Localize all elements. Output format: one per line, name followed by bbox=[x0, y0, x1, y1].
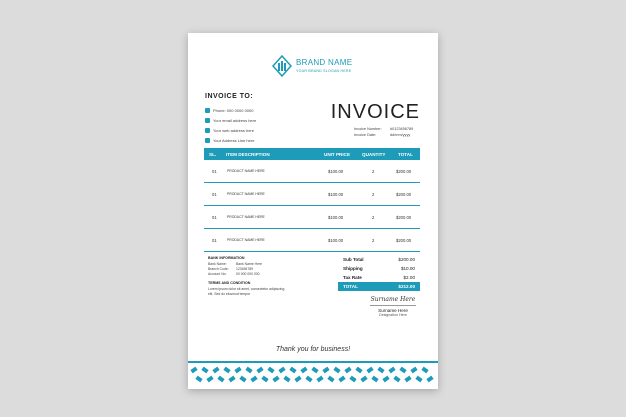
tax-label: Tax Rate bbox=[343, 275, 362, 280]
totals-block bbox=[338, 255, 420, 291]
table-row bbox=[204, 229, 420, 252]
contact-text: Your web address here bbox=[213, 127, 254, 133]
bank-value: 00 000 000 000 bbox=[236, 272, 260, 276]
footer-pattern bbox=[188, 359, 438, 389]
row-total: $200.00 bbox=[396, 238, 412, 243]
row-quantity: 2 bbox=[372, 238, 375, 243]
subtotal-label: Sub Total bbox=[343, 257, 364, 262]
terms-text: Lorem ipsum dolor sit amet, consectetur adipiscing elit. Sed do eiusmod tempor bbox=[208, 287, 285, 296]
bank-label: Branch Code: bbox=[208, 267, 229, 271]
row-total: $200.00 bbox=[396, 192, 412, 197]
contact-phone bbox=[205, 105, 256, 115]
contact-web bbox=[205, 125, 256, 135]
row-total: $200.00 bbox=[396, 215, 412, 220]
invoice-to-heading: INVOICE TO: bbox=[205, 93, 254, 100]
row-item-name: PRODUCT NAME HERE bbox=[227, 169, 265, 173]
invoice-number-label: Invoice Number: bbox=[354, 127, 382, 131]
invoice-number-value: #0123456789 bbox=[390, 127, 414, 131]
signature-name: Surname Here bbox=[378, 308, 408, 313]
shipping-row bbox=[338, 264, 420, 273]
web-icon bbox=[205, 128, 210, 133]
contact-text: Your Address Line here bbox=[213, 137, 255, 143]
header-sl: SL. bbox=[209, 152, 217, 157]
invoice-date-value: dd/mm/yyyy bbox=[390, 133, 411, 137]
brand-logo-icon bbox=[272, 55, 292, 77]
thank-you-note: Thank you for business! bbox=[275, 346, 351, 353]
row-sl: 01 bbox=[212, 215, 217, 220]
subtotal-value: $200.00 bbox=[398, 257, 415, 262]
invoice-title: INVOICE bbox=[330, 101, 420, 123]
row-total: $200.00 bbox=[396, 169, 412, 174]
row-quantity: 2 bbox=[372, 192, 375, 197]
email-icon bbox=[205, 118, 210, 123]
tax-value: $2.00 bbox=[403, 275, 415, 280]
terms-title: TERMS AND CONDITION bbox=[208, 281, 251, 285]
subtotal-row bbox=[338, 255, 420, 264]
total-value: $212.00 bbox=[398, 284, 415, 289]
shipping-value: $10.00 bbox=[400, 266, 415, 271]
row-sl: 01 bbox=[212, 192, 217, 197]
invoice-meta bbox=[354, 127, 413, 139]
contact-text: Your email address here bbox=[213, 117, 257, 123]
bank-label: Bank Name: bbox=[208, 262, 227, 266]
shipping-label: Shipping bbox=[343, 266, 363, 271]
bank-value: Bank Name Here bbox=[236, 262, 263, 266]
brand-slogan: YOUR BRAND SLOGAN HERE bbox=[296, 69, 352, 73]
signature-role: Designation Here bbox=[379, 313, 407, 317]
row-sl: 01 bbox=[212, 169, 217, 174]
header-total: TOTAL bbox=[398, 152, 413, 157]
table-row bbox=[204, 160, 420, 183]
row-unit-price: $100.00 bbox=[328, 192, 344, 197]
bank-title: BANK INFORMATION bbox=[208, 256, 245, 260]
row-item-name: PRODUCT NAME HERE bbox=[227, 192, 265, 196]
signature-script: Surname Here bbox=[370, 296, 416, 303]
row-item-name: PRODUCT NAME HERE bbox=[227, 215, 265, 219]
table-row bbox=[204, 183, 420, 206]
bank-row bbox=[208, 272, 288, 277]
signature-block bbox=[366, 296, 420, 317]
row-unit-price: $100.00 bbox=[328, 169, 344, 174]
brand-logo bbox=[272, 55, 368, 79]
row-item-name: PRODUCT NAME HERE bbox=[227, 238, 265, 242]
contact-address bbox=[205, 135, 256, 145]
header-item-description: ITEM DESCRIPTION bbox=[226, 152, 270, 157]
contact-list bbox=[205, 105, 256, 145]
table-header bbox=[204, 148, 420, 160]
invoice-date-label: Invoice Date: bbox=[354, 133, 377, 137]
header-quantity: QUANTITY bbox=[362, 152, 386, 157]
contact-text: Phone: 000 0000 0000 bbox=[213, 107, 254, 113]
total-label: TOTAL bbox=[343, 284, 358, 289]
bank-value: 123456789 bbox=[236, 267, 253, 271]
header-unit-price: UNIT PRICE bbox=[324, 152, 351, 157]
tax-row bbox=[338, 273, 420, 282]
row-unit-price: $100.00 bbox=[328, 215, 344, 220]
signature-line bbox=[370, 305, 416, 306]
table-row bbox=[204, 206, 420, 229]
row-quantity: 2 bbox=[372, 215, 375, 220]
invoice-sheet bbox=[188, 33, 438, 389]
row-quantity: 2 bbox=[372, 169, 375, 174]
bank-information bbox=[208, 256, 288, 297]
location-icon bbox=[205, 138, 210, 143]
row-sl: 01 bbox=[212, 238, 217, 243]
brand-name: BRAND NAME bbox=[296, 58, 353, 67]
phone-icon bbox=[205, 108, 210, 113]
row-unit-price: $100.00 bbox=[328, 238, 344, 243]
contact-email bbox=[205, 115, 256, 125]
bank-label: Account No: bbox=[208, 272, 227, 276]
total-row bbox=[338, 282, 420, 291]
